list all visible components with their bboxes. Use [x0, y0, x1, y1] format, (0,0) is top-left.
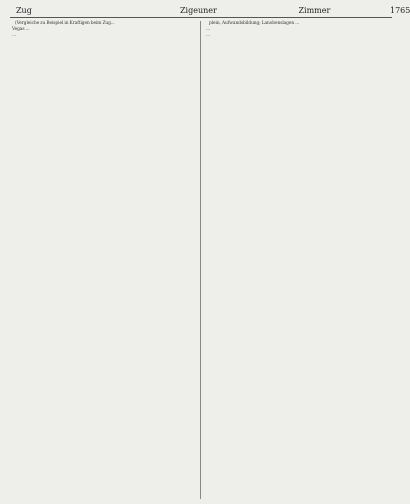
paragraph: ...: [12, 33, 16, 39]
paragraph: ...: [206, 27, 210, 33]
header-center: Zigeuner: [180, 6, 217, 15]
header-right-word: Zimmer: [298, 6, 331, 15]
page-number: 1765: [390, 6, 410, 15]
paragraph: ...: [206, 33, 210, 39]
text-column-right: [206, 21, 388, 499]
text-column-left: [12, 21, 194, 499]
column-divider: [200, 21, 201, 499]
header-right: [298, 6, 410, 16]
paragraph: Vegas ...: [12, 27, 30, 33]
header-rule: [10, 17, 392, 18]
header-left: Zug: [16, 6, 32, 15]
paragraph: (Vergleiche zu Beispiel in Kraftigen beim Zug...: [15, 21, 115, 26]
paragraph: plein, Aufwandsbildung; Lanobenslagen ...: [209, 21, 300, 26]
